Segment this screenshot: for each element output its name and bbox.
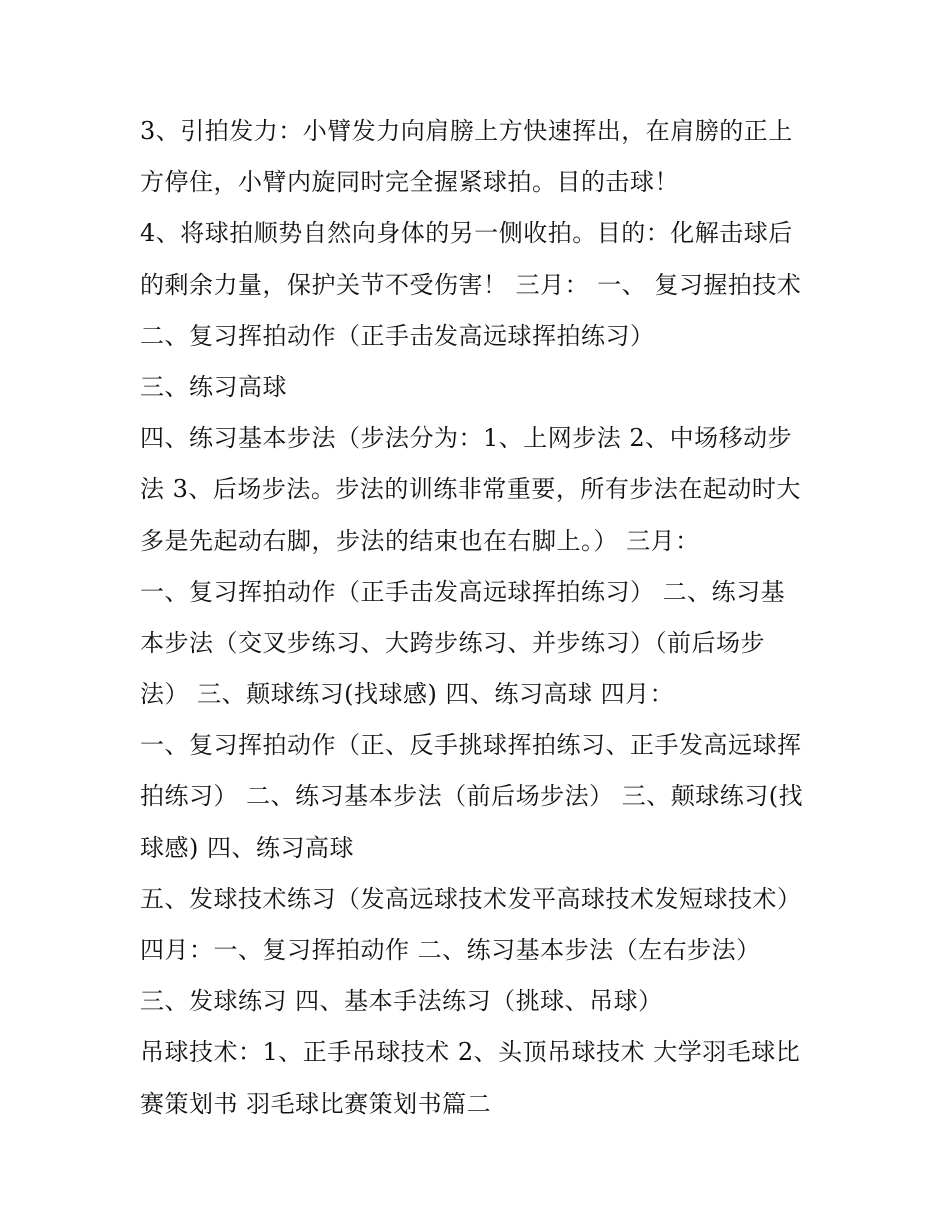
text-line-8: 法 3、后场步法。步法的训练非常重要，所有步法在起动时大 [140, 475, 801, 504]
text-line-10: 一、复习挥拍动作（正手击发高远球挥拍练习） 二、练习基 [140, 577, 786, 606]
text-line-4: 的剩余力量，保护关节不受伤害！ 三月： 一、 复习握拍技术 [140, 270, 802, 299]
text-line-11: 本步法（交叉步练习、大跨步练习、并步练习）（前后场步 [140, 628, 765, 657]
text-line-18: 三、发球练习 四、基本手法练习（挑球、吊球） [140, 987, 663, 1016]
body-text [140, 106, 830, 1130]
text-line-13: 一、复习挥拍动作（正、反手挑球挥拍练习、正手发高远球挥 [140, 731, 802, 760]
text-line-17: 四月：一、复习挥拍动作 二、练习基本步法（左右步法） [140, 936, 761, 964]
text-line-14: 拍练习） 二、练习基本步法（前后场步法） 三、颠球练习(找 [140, 782, 804, 811]
text-line-20: 赛策划书 羽毛球比赛策划书篇二 [140, 1089, 492, 1118]
text-line-2: 方停住，小臂内旋同时完全握紧球拍。目的击球！ [140, 168, 679, 197]
text-line-7: 四、练习基本步法（步法分为：1、上网步法 2、中场移动步 [140, 424, 793, 453]
text-line-5: 二、复习挥拍动作（正手击发高远球挥拍练习） [140, 321, 655, 350]
text-line-12: 法） 三、颠球练习(找球感) 四、练习高球 四月： [140, 680, 675, 709]
text-line-6: 三、练习高球 [140, 372, 287, 401]
text-line-19: 吊球技术：1、正手吊球技术 2、头顶吊球技术 大学羽毛球比 [140, 1038, 801, 1067]
text-line-15: 球感) 四、练习高球 [140, 833, 354, 862]
text-line-9: 多是先起动右脚，步法的结束也在右脚上。） 三月： [140, 526, 700, 555]
text-line-3: 4、将球拍顺势自然向身体的另一侧收拍。目的：化解击球后 [140, 219, 793, 248]
text-line-16: 五、发球技术练习（发高远球技术发平高球技术发短球技术） [140, 884, 802, 913]
text-line-1: 3、引拍发力：小臂发力向肩膀上方快速挥出，在肩膀的正上 [140, 117, 793, 145]
